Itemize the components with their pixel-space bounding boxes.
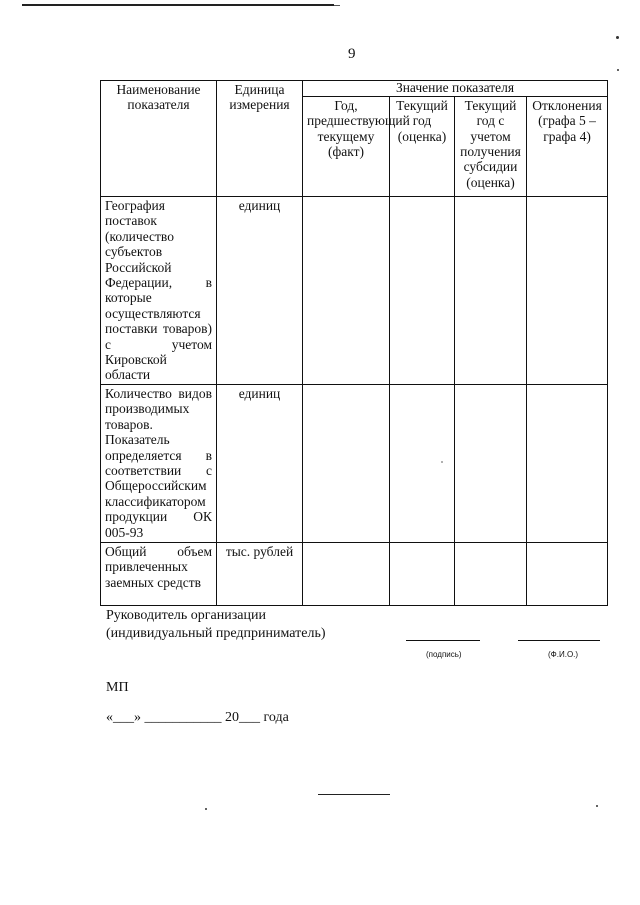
fio-caption: (Ф.И.О.) — [548, 650, 579, 659]
signature-line — [406, 640, 480, 641]
stamp-placeholder: МП — [106, 680, 129, 695]
scan-speck — [617, 69, 619, 71]
row-indicator-name: География поставок (количество субъектов Российской Федерации, в которые осуществляются поставки товаров) с учетом Кировской области — [101, 197, 217, 385]
top-border-tail — [334, 5, 340, 6]
row-value-cell — [527, 197, 608, 385]
row-value-cell — [527, 384, 608, 542]
header-current-year-subsidy: Текущий год с учетом получения субсидии (оценка) — [455, 96, 527, 196]
fio-line — [518, 640, 600, 641]
indicator-table — [100, 80, 608, 606]
row-value-cell — [455, 542, 527, 605]
table-row — [101, 384, 608, 542]
bottom-separator-line — [318, 794, 390, 795]
header-current-year: Текущий год (оценка) — [390, 96, 455, 196]
row-value-cell — [455, 384, 527, 542]
header-row — [101, 81, 608, 97]
row-indicator-name: Общий объем привлеченных заемных средств — [101, 542, 217, 605]
row-value-cell — [390, 542, 455, 605]
signature-caption: (подпись) — [426, 650, 462, 659]
top-border-line — [22, 4, 334, 6]
row-value-cell — [303, 384, 390, 542]
page-number: 9 — [348, 46, 356, 62]
header-value-group: Значение показателя — [303, 81, 608, 97]
scan-speck — [616, 36, 619, 39]
row-value-cell — [390, 384, 455, 542]
table-row — [101, 542, 608, 605]
header-prev-year: Год, предшествующий текущему (факт) — [303, 96, 390, 196]
individual-entrepreneur-label: (индивидуальный предприниматель) — [106, 626, 326, 641]
scan-speck — [441, 461, 443, 463]
header-unit: Единица измерения — [217, 81, 303, 197]
header-deviation: Отклонения (графа 5 – графа 4) — [527, 96, 608, 196]
row-unit: единиц — [217, 197, 303, 385]
head-of-organization-label: Руководитель организации — [106, 608, 266, 623]
row-value-cell — [455, 197, 527, 385]
row-value-cell — [390, 197, 455, 385]
row-unit: единиц — [217, 384, 303, 542]
scan-speck — [596, 805, 598, 807]
table-row — [101, 197, 608, 385]
row-indicator-name: Количество видов производимых товаров. Показатель определяется в соответствии с Общероссийским классификатором продукции ОК 005-93 — [101, 384, 217, 542]
date-line: «___» ___________ 20___ года — [106, 710, 289, 725]
row-value-cell — [303, 542, 390, 605]
row-unit: тыс. рублей — [217, 542, 303, 605]
row-value-cell — [527, 542, 608, 605]
row-value-cell — [303, 197, 390, 385]
header-indicator-name: Наименование показателя — [101, 81, 217, 197]
scan-speck — [205, 808, 207, 810]
